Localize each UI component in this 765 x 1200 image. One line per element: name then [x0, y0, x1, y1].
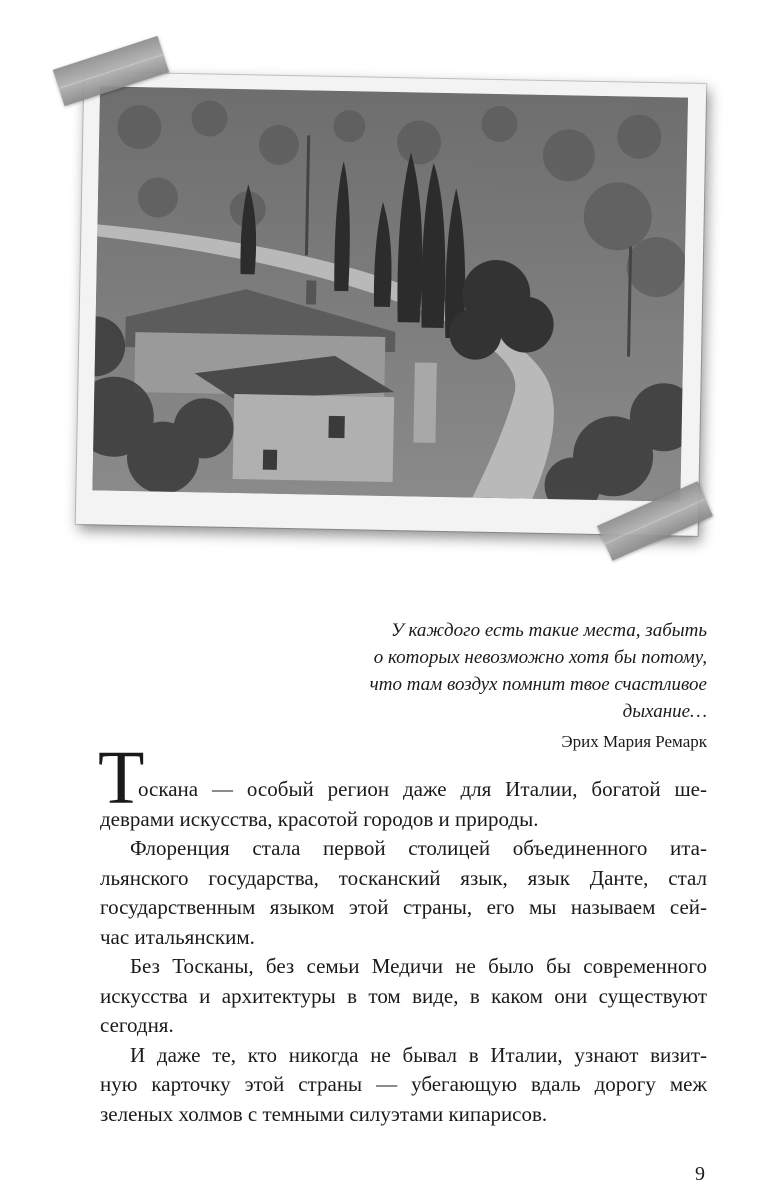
- text-line: искусства и архитектуры в том виде, в каком они существуют: [100, 983, 707, 1008]
- text-line: государственным языком этой страны, его мы называем сей-: [100, 895, 707, 919]
- paragraph: [100, 834, 707, 952]
- epigraph-line: о которых невозможно хотя бы потому,: [373, 647, 707, 668]
- body-text: [100, 775, 707, 1129]
- text-line: сегодня.: [100, 1013, 174, 1037]
- epigraph-line: что там воздух помнит твое счастливое: [369, 674, 707, 695]
- text-line: час итальянским.: [100, 924, 255, 949]
- epigraph-line: дыхание…: [622, 701, 707, 722]
- text-line: ную карточку этой страны — убегающую вдаль дорогу меж: [100, 1072, 707, 1096]
- epigraph-author: Эрих Мария Ремарк: [561, 732, 707, 751]
- text-line: льянского государства, тосканский язык, язык Данте, стал: [100, 865, 707, 890]
- tuscan-landscape-illustration: [92, 86, 688, 501]
- paragraph: [100, 952, 707, 1041]
- text-line: Без Тосканы, без семьи Медичи не было бы современного: [130, 954, 707, 978]
- paragraph: [100, 1041, 707, 1130]
- epigraph: [287, 617, 707, 754]
- drop-cap: Т: [98, 736, 145, 820]
- page-number: 9: [695, 1163, 705, 1185]
- text-line: зеленых холмов с темными силуэтами кипарисов.: [100, 1101, 548, 1126]
- text-line: И даже те, кто никогда не бывал в Италии, узнают визит-: [130, 1042, 707, 1067]
- text-line: деврами искусства, красотой городов и природы.: [100, 806, 539, 831]
- epigraph-line: У каждого есть такие места, забыть: [390, 620, 707, 641]
- paragraph: [100, 775, 707, 834]
- photo-frame: [76, 72, 707, 536]
- tuscan-landscape-photo: [92, 86, 688, 501]
- text-line: оскана — особый регион даже для Италии, богатой ше-: [138, 777, 707, 801]
- text-line: Флоренция стала первой столицей объединенного ита-: [130, 836, 707, 860]
